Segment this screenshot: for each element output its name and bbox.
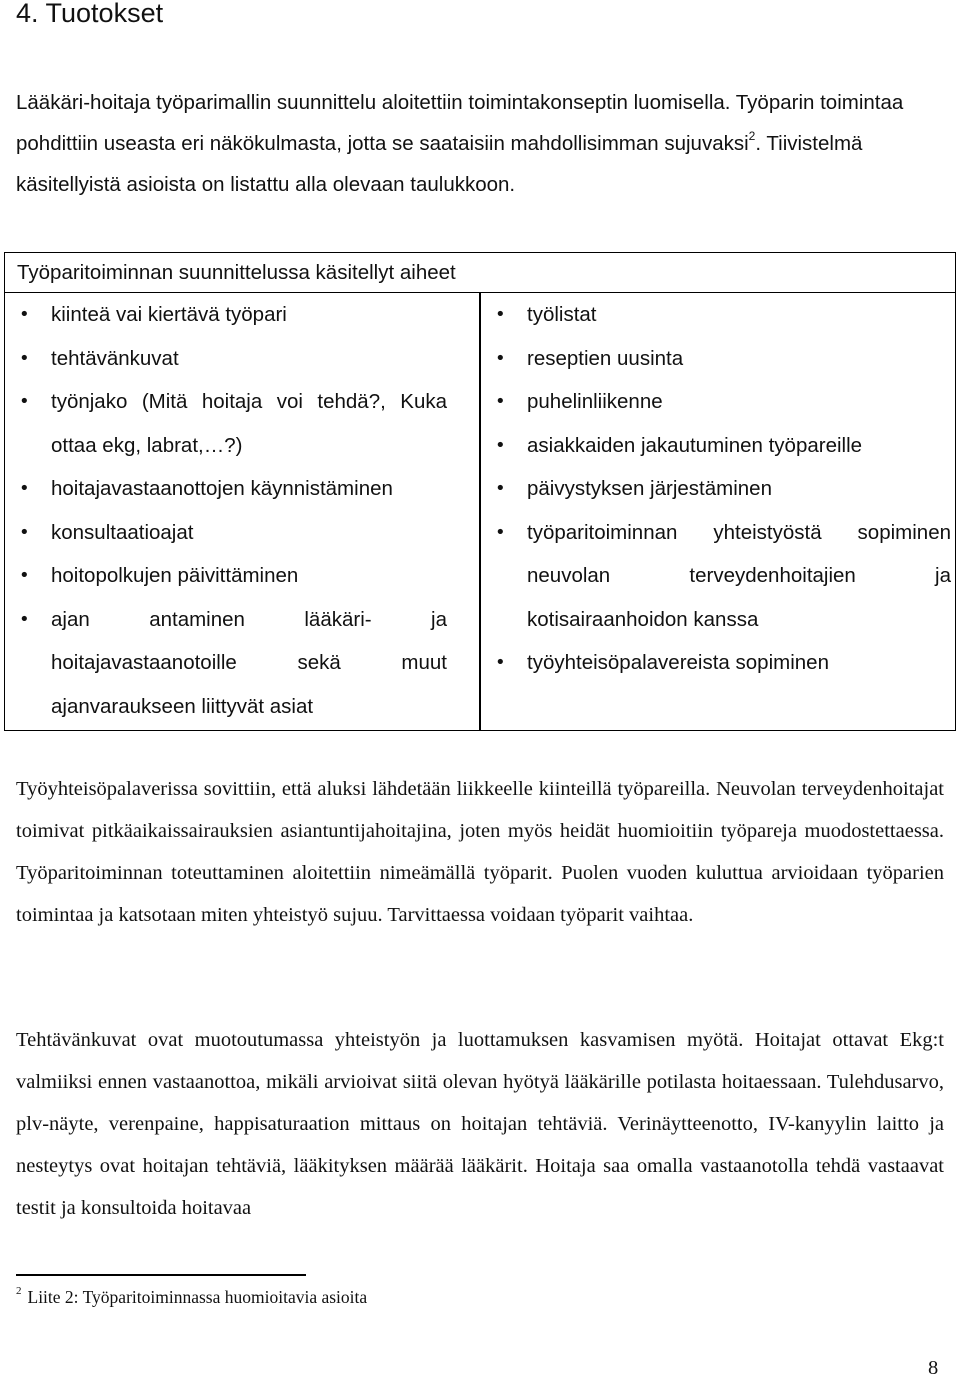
footnote-separator — [16, 1274, 306, 1276]
intro-text: Lääkäri-hoitaja työparimallin suunnittelu aloitettiin toimintakonseptin luomisella. Työparin toimintaa pohdittiin useasta eri näkökulmasta, jotta se saataisiin mahdollisimman sujuvaksi — [16, 91, 904, 155]
list-item: • puhelinliikenne — [527, 380, 951, 424]
list-item: • hoitajavastaanottojen käynnistäminen — [51, 467, 447, 511]
footnote-reference[interactable]: 2 — [748, 129, 756, 144]
page-number: 8 — [928, 1357, 939, 1379]
list-item: • tehtävänkuvat — [51, 337, 447, 381]
list-item: • ajan antaminen lääkäri- ja hoitajavastaanotoille sekä muut ajanvaraukseen liittyvät asiat — [51, 598, 447, 729]
list-item: • hoitopolkujen päivittäminen — [51, 554, 447, 598]
paragraph-job-descriptions: Tehtävänkuvat ovat muotoutumassa yhteistyön ja luottamuksen kasvamisen myötä. Hoitajat ottavat Ekg:t valmiiksi ennen vastaanottoa, mikäli arvioivat siitä olevan hyötyä lääkärille potilasta hoitaessaan. Tulehdusarvo, plv-näyte, verenpaine, happisaturaation mittaus on hoitajan tehtäviä. Verinäytteenotto, IV-kanyylin laitto ja nesteytys ovat hoitajan tehtäviä, lääkityksen määrää lääkärit. Hoitaja saa omalla vastaanotolla tehdä vastaavat testit ja konsultoida hoitavaa — [16, 1029, 944, 1219]
footnote — [16, 1283, 367, 1311]
topics-table — [4, 252, 956, 731]
footnote-number: 2 — [16, 1285, 22, 1298]
intro-paragraph — [16, 82, 944, 205]
table-title: Työparitoiminnan suunnittelussa käsitellyt aiheet — [17, 261, 456, 284]
list-item: • asiakkaiden jakautuminen työpareille — [527, 424, 951, 468]
column-divider — [479, 292, 481, 730]
list-item: • työyhteisöpalavereista sopiminen — [527, 641, 951, 685]
footnote-text: Liite 2: Työparitoiminnassa huomioitavia asioita — [27, 1287, 368, 1307]
list-item: • kiinteä vai kiertävä työpari — [51, 293, 447, 337]
right-topic-list — [527, 293, 951, 685]
list-item: • työparitoiminnan yhteistyöstä sopiminen neuvolan terveydenhoitajien ja kotisairaanhoidon kanssa — [527, 511, 951, 642]
list-item: • työlistat — [527, 293, 951, 337]
table-header — [5, 253, 955, 293]
section-heading: 4. Tuotokset — [16, 0, 164, 28]
intro-tail: . Tiivistelmä käsitellyistä asioista on listattu alla olevaan taulukkoon. — [16, 132, 863, 196]
list-item: • työnjako (Mitä hoitaja voi tehdä?, Kuka ottaa ekg, labrat,…?) — [51, 380, 447, 467]
list-item: • päivystyksen järjestäminen — [527, 467, 951, 511]
paragraph-team-meeting: Työyhteisöpalaverissa sovittiin, että aluksi lähdetään liikkeelle kiinteillä työpareilla. Neuvolan terveydenhoitajat toimivat pitkäaikaissairauksien asiantuntijahoitajina, joten myös heidät huomioitiin työpareja muodostettaessa. Työparitoiminnan toteuttaminen aloitettiin nimeämällä työparit. Puolen vuoden kuluttua arvioidaan työparien toimintaa ja katsotaan miten yhteistyö sujuu. Tarvittaessa voidaan työparit vaihtaa. — [16, 778, 944, 926]
list-item: • reseptien uusinta — [527, 337, 951, 381]
left-topic-list — [51, 293, 447, 728]
list-item: • konsultaatioajat — [51, 511, 447, 555]
